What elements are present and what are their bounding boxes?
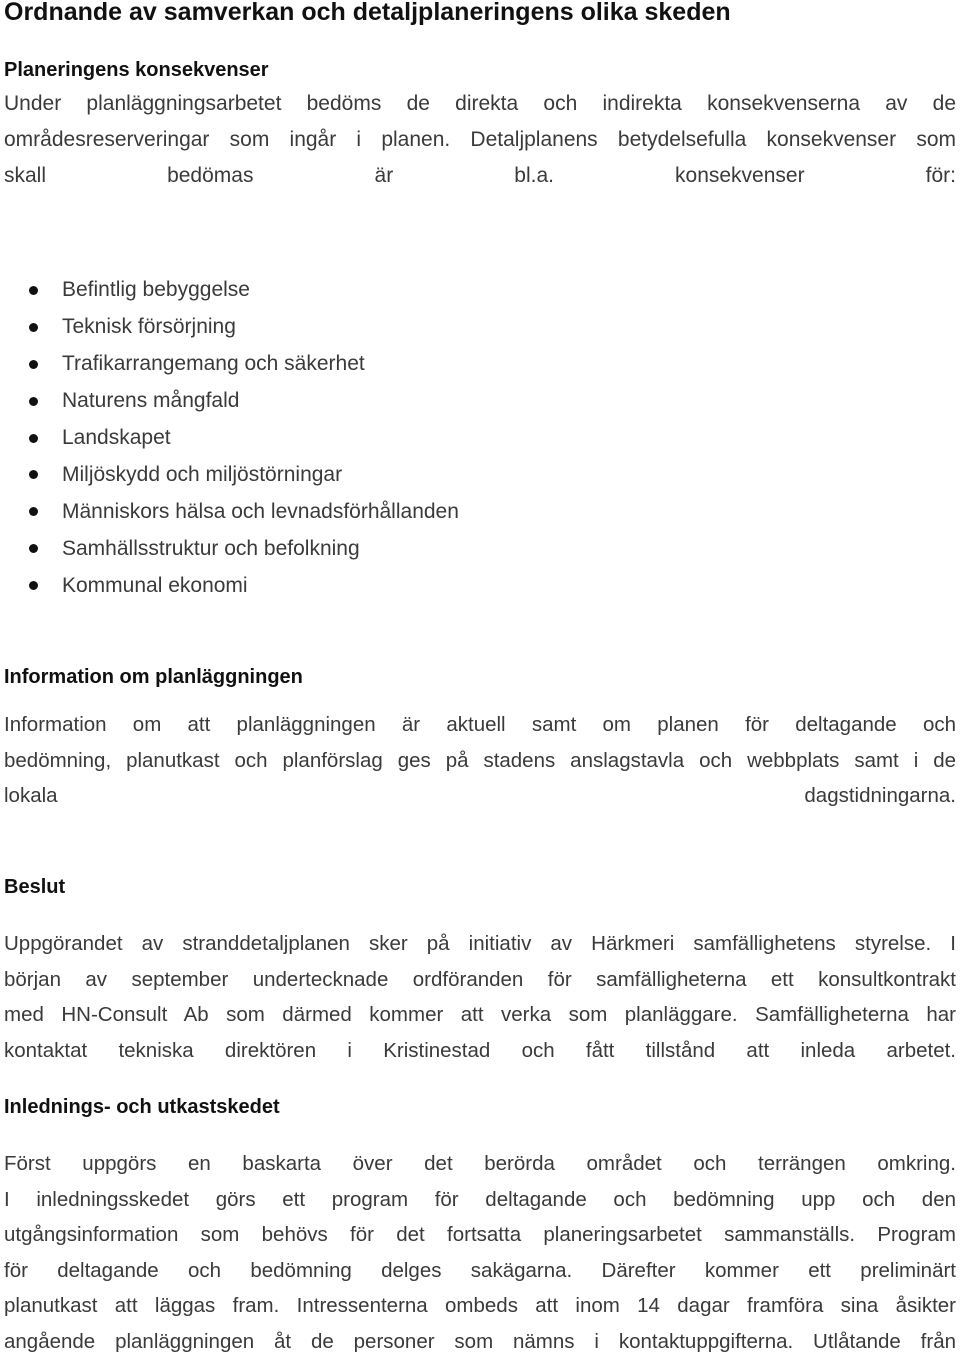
list-item-label: Människors hälsa och levnadsförhållanden: [62, 500, 459, 524]
list-item: [24, 456, 459, 493]
list-item-label: Landskapet: [62, 426, 171, 450]
list-item-label: Teknisk försörjning: [62, 315, 236, 339]
paragraph-line: Uppgörandet av stranddetaljplanen sker på initiativ av Härkmeri samfällighetens styrelse. I: [4, 926, 956, 962]
bullet-icon: [29, 323, 38, 332]
list-item: [24, 530, 459, 567]
bullet-icon: [29, 470, 38, 479]
paragraph-line: lokala dagstidningarna.: [4, 778, 956, 814]
paragraph-konsekvenser: [4, 86, 956, 194]
paragraph-beslut: [4, 926, 956, 1068]
list-item-label: Naturens mångfald: [62, 389, 239, 413]
consequence-list: [24, 272, 459, 604]
bullet-icon: [29, 286, 38, 295]
bullet-icon: [29, 544, 38, 553]
list-item: [24, 346, 459, 383]
paragraph-line: kontaktat tekniska direktören i Kristinestad och fått tillstånd att inleda arbetet.: [4, 1033, 956, 1069]
list-item: [24, 420, 459, 457]
list-item: [24, 383, 459, 420]
paragraph-line: I inledningsskedet görs ett program för deltagande och bedömning upp och den: [4, 1182, 956, 1218]
list-item-label: Samhällsstruktur och befolkning: [62, 537, 360, 561]
paragraph-information: [4, 707, 956, 814]
list-item-label: Miljöskydd och miljöstörningar: [62, 463, 342, 487]
paragraph-line: Under planläggningsarbetet bedöms de direkta och indirekta konsekvenserna av de: [4, 86, 956, 122]
section-heading-konsekvenser: Planeringens konsekvenser: [4, 57, 269, 83]
list-item: [24, 493, 459, 530]
paragraph-line: Först uppgörs en baskarta över det berörda området och terrängen omkring.: [4, 1146, 956, 1182]
paragraph-line: skall bedömas är bl.a. konsekvenser för:: [4, 158, 956, 194]
paragraph-line: planutkast att läggas fram. Intressenterna ombeds att inom 14 dagar framföra sina åsikter: [4, 1288, 956, 1324]
section-heading-inledning: Inlednings- och utkastskedet: [4, 1094, 280, 1120]
paragraph-line: med HN-Consult Ab som därmed kommer att verka som planläggare. Samfälligheterna har: [4, 997, 956, 1033]
paragraph-line: områdesreserveringar som ingår i planen. Detaljplanens betydelsefulla konsekvenser som: [4, 122, 956, 158]
paragraph-line: angående planläggningen åt de personer som nämns i kontaktuppgifterna. Utlåtande från: [4, 1324, 956, 1359]
section-heading-beslut: Beslut: [4, 874, 65, 900]
bullet-icon: [29, 434, 38, 443]
list-item: [24, 567, 459, 604]
section-heading-information: Information om planläggningen: [4, 664, 303, 690]
paragraph-line: Information om att planläggningen är aktuell samt om planen för deltagande och: [4, 707, 956, 743]
list-item-label: Trafikarrangemang och säkerhet: [62, 352, 365, 376]
paragraph-line: bedömning, planutkast och planförslag ges på stadens anslagstavla och webbplats samt i de: [4, 743, 956, 779]
bullet-icon: [29, 360, 38, 369]
page-title: Ordnande av samverkan och detaljplaneringens olika skeden: [4, 0, 731, 28]
list-item: [24, 272, 459, 309]
paragraph-line: utgångsinformation som behövs för det fortsatta planeringsarbetet sammanställs. Program: [4, 1217, 956, 1253]
paragraph-line: början av september undertecknade ordföranden för samfälligheterna ett konsultkontrakt: [4, 962, 956, 998]
bullet-icon: [29, 507, 38, 516]
paragraph-line: för deltagande och bedömning delges sakägarna. Därefter kommer ett preliminärt: [4, 1253, 956, 1289]
list-item-label: Befintlig bebyggelse: [62, 278, 250, 302]
bullet-icon: [29, 581, 38, 590]
list-item-label: Kommunal ekonomi: [62, 574, 248, 598]
list-item: [24, 309, 459, 346]
bullet-icon: [29, 397, 38, 406]
paragraph-inledning: [4, 1146, 956, 1359]
